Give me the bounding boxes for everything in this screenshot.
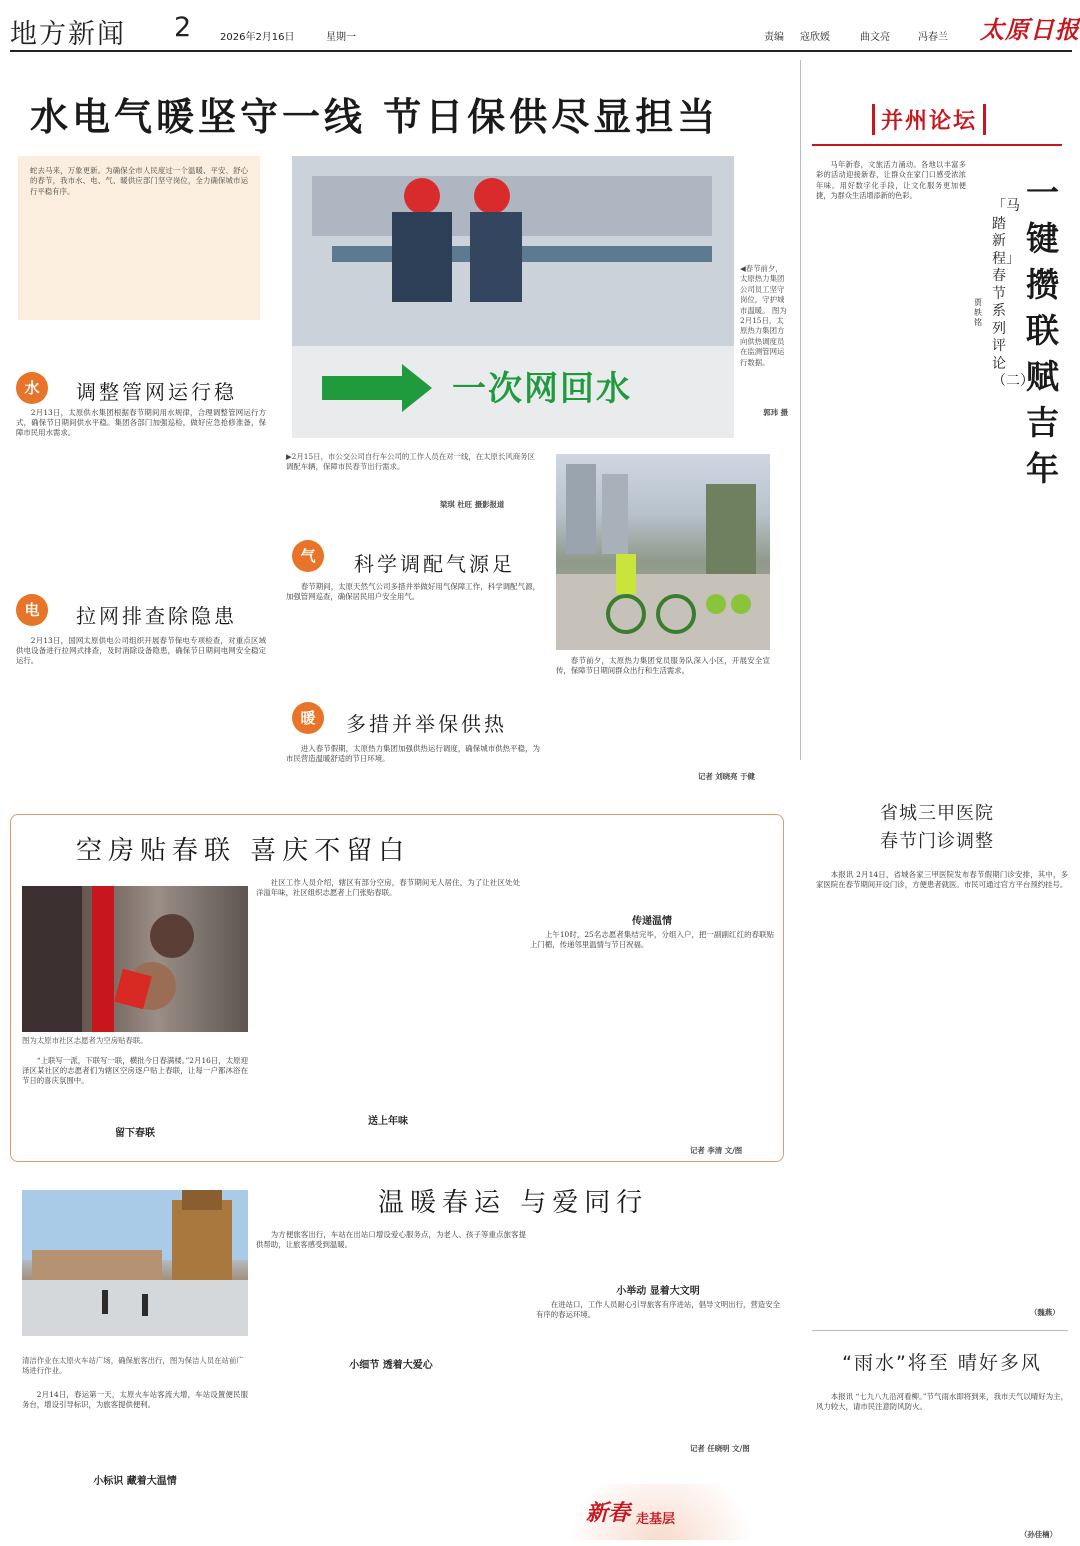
heat-title: 多措并举保供热 [346,712,507,736]
staff-editor: 曲文亮 [860,32,890,43]
staff-editor: 冯春兰 [918,32,948,43]
feature-subhead3: 传递温情 [632,916,672,927]
photo-bikes [556,454,770,650]
feature-paragraph2: 社区工作人员介绍，辖区有部分空房，春节期间无人居住，为了让社区处处洋溢年味，社区组织志愿者上门张贴春联。 [256,878,520,897]
section-title: 地方新闻 [10,19,126,50]
forum-paragraph: 马年新春，文旅活力涌动。各地以丰富多彩的活动迎接新春，让群众在家门口感受浓浓年味。用好数字化手段，让文化服务更加便捷，为群众生活增添新的色彩。 [816,160,966,201]
hospital-title [822,800,1052,856]
heat-body [286,744,540,784]
feature-body2 [256,878,520,1108]
spring-subhead1: 小标识 藏着大温情 [93,1476,177,1487]
forum-body [816,160,966,760]
electric-icon: 电 [16,594,48,626]
feature-paragraph1: “上联写一派，下联写一联，横批今日春满楼。”2月16日，太原迎泽区某社区的志愿者们为辖区空房逐户贴上春联，让每一户都沐浴在节日的喜庆氛围中。 [22,1056,248,1085]
spring-paragraph3: 在进站口，工作人员耐心引导旅客有序进站，倡导文明出行，营造安全有序的春运环境。 [536,1300,780,1319]
feature-paragraph3: 上午10时，25名志愿者集结完毕，分组入户，把一副副红红的春联贴上门楣，传递邻里温情与节日祝福。 [530,930,774,949]
electric-title: 拉网排查除隐患 [76,604,237,628]
staff-editor: 寇欣媛 [800,32,830,43]
pipe-label: 一次网回水 [452,369,632,409]
staff-label: 责编 [764,32,784,43]
page-number: 2 [174,12,192,43]
hospital-body [816,870,1068,1310]
couplet-illustration [22,886,248,1032]
heat-paragraph: 进入春节假期，太原热力集团加强供热运行调度，确保城市供热平稳，为市民营造温暖舒适的节日环境。 [286,744,540,763]
forum-title: 并州论坛 [872,104,986,135]
spring-subhead3: 小举动 显着大文明 [616,1286,700,1297]
gas-title: 科学调配气源足 [354,552,515,576]
feature-subhead1: 留下春联 [115,1128,155,1139]
bikes-credit: 记者 刘晓亮 于健 [698,772,755,781]
hospital-title-line1: 省城三甲医院 [880,803,994,824]
weather-paragraph: 本报讯 “七九八九沿河看柳。”节气雨水即将到来，我市天气以晴好为主，风力较大，请市民注意防风防火。 [816,1392,1068,1411]
newyear-banner-text: 新春 [586,1500,631,1526]
gas-paragraph: 春节期间，太原天然气公司多措并举做好用气保障工作，科学调配气源，加强管网巡查，确保居民用户安全用气。 [286,582,540,601]
workers-credit: 郭玮 摄 [763,408,788,417]
spring-body1 [22,1390,248,1470]
water-paragraph: 2月13日，太原供水集团根据春节期间用水规律，合理调整管网运行方式，确保节日期间供水平稳。集团各部门加强巡检，做好应急抢修准备，保障市民用水需求。 [16,408,266,437]
forum-rule [812,144,1062,146]
feature-body3 [530,930,774,1106]
spring-credit: 记者 任晓明 文/图 [690,1444,750,1453]
newyear-banner-subtext: 走基层 [636,1512,676,1527]
intro-text: 蛇去马来，万象更新。为确保全市人民度过一个温暖、平安、舒心的春节，我市水、电、气、暖供应部门坚守岗位，全力确保城市运行平稳有序。 [30,166,248,196]
divider [812,1330,1068,1331]
station-illustration [22,1190,248,1336]
water-icon: 水 [16,372,48,404]
bikes-paragraph: 春节前夕，太原热力集团党员服务队深入小区，开展安全宣传，保障节日期间群众出行和生活需求。 [556,656,770,675]
spring-body2 [256,1230,526,1350]
forum-author: 贾轶铭 [974,298,982,327]
column-rule [800,60,801,760]
spring-subhead2: 小细节 透着大爱心 [349,1360,433,1371]
feature-title: 空房贴春联 喜庆不留白 [76,836,411,866]
hospital-title-line2: 春节门诊调整 [880,831,994,852]
spring-title: 温暖春运 与爱同行 [378,1188,649,1218]
photo-couplet [22,886,248,1032]
weekday: 星期一 [326,32,356,43]
spring-paragraph1: 2月14日，春运第一天，太原火车站客流大增，车站设置便民服务台，增设引导标识，为旅客提供便利。 [22,1390,248,1409]
hospital-credit: （魏燕） [1030,1308,1060,1317]
intro-box [18,156,260,320]
spring-paragraph2: 为方便旅客出行，车站在出站口增设爱心服务点，为老人、孩子等重点旅客提供帮助，让旅客感受到温暖。 [256,1230,526,1249]
heat-icon: 暖 [292,702,324,734]
feature-subhead2: 送上年味 [368,1116,408,1127]
photo-workers [292,156,734,438]
electric-paragraph: 2月13日，国网太原供电公司组织开展春节保电专项检查，对重点区域供电设备进行拉网式排查，及时消除设备隐患，确保节日期间电网安全稳定运行。 [16,636,266,665]
spring-body3 [536,1300,780,1440]
forum-subtitle: 「马踏新程」春节系列评论（二） [992,198,1034,389]
weather-title: “雨水”将至 晴好多风 [842,1352,1042,1374]
main-headline: 水电气暖坚守一线 节日保供尽显担当 [30,95,720,139]
station-caption: 清洁作业在太原火车站广场，确保旅客出行，图为保洁人员在站前广场进行作业。 [22,1356,244,1376]
bus-caption: ▶2月15日，市公交公司自行车公司的工作人员在对一线，在太原长风商务区调配车辆，保障市民春节出行需求。 [286,452,535,472]
water-body [16,408,266,574]
feature-credit: 记者 李清 文/图 [690,1146,743,1155]
hospital-paragraph: 本报讯 2月14日，省城各家三甲医院发布春节假期门诊安排，其中，多家医院在春节期间开设门诊，方便患者就医。市民可通过官方平台预约挂号。 [816,870,1068,889]
water-title: 调整管网运行稳 [76,380,237,404]
newspaper-logo: 太原日报 [980,15,1080,44]
gas-icon: 气 [292,540,324,572]
weather-credit: （孙佳楠） [1020,1530,1057,1539]
issue-date: 2026年2月16日 [220,32,295,43]
photo-station [22,1190,248,1336]
workers-caption: ◀春节前夕，太原热力集团公司员工坚守岗位，守护城市温暖。 图为2月15日，太原热力集团方向供热调度员在监测管网运行数据。 [740,264,787,367]
forum-headline: 一键攒联赋吉年 [1026,173,1059,488]
bus-credit: 梁琪 杜旺 摄影报道 [440,500,505,509]
top-rule [10,50,1072,52]
bikes-illustration [556,454,770,650]
gas-body [286,582,540,682]
feature-body1 [22,1056,248,1120]
electric-body [16,636,266,786]
couplet-caption: 图为太原市社区志愿者为空房贴春联。 [22,1036,148,1045]
weather-body [816,1392,1068,1532]
bikes-body [556,656,770,774]
